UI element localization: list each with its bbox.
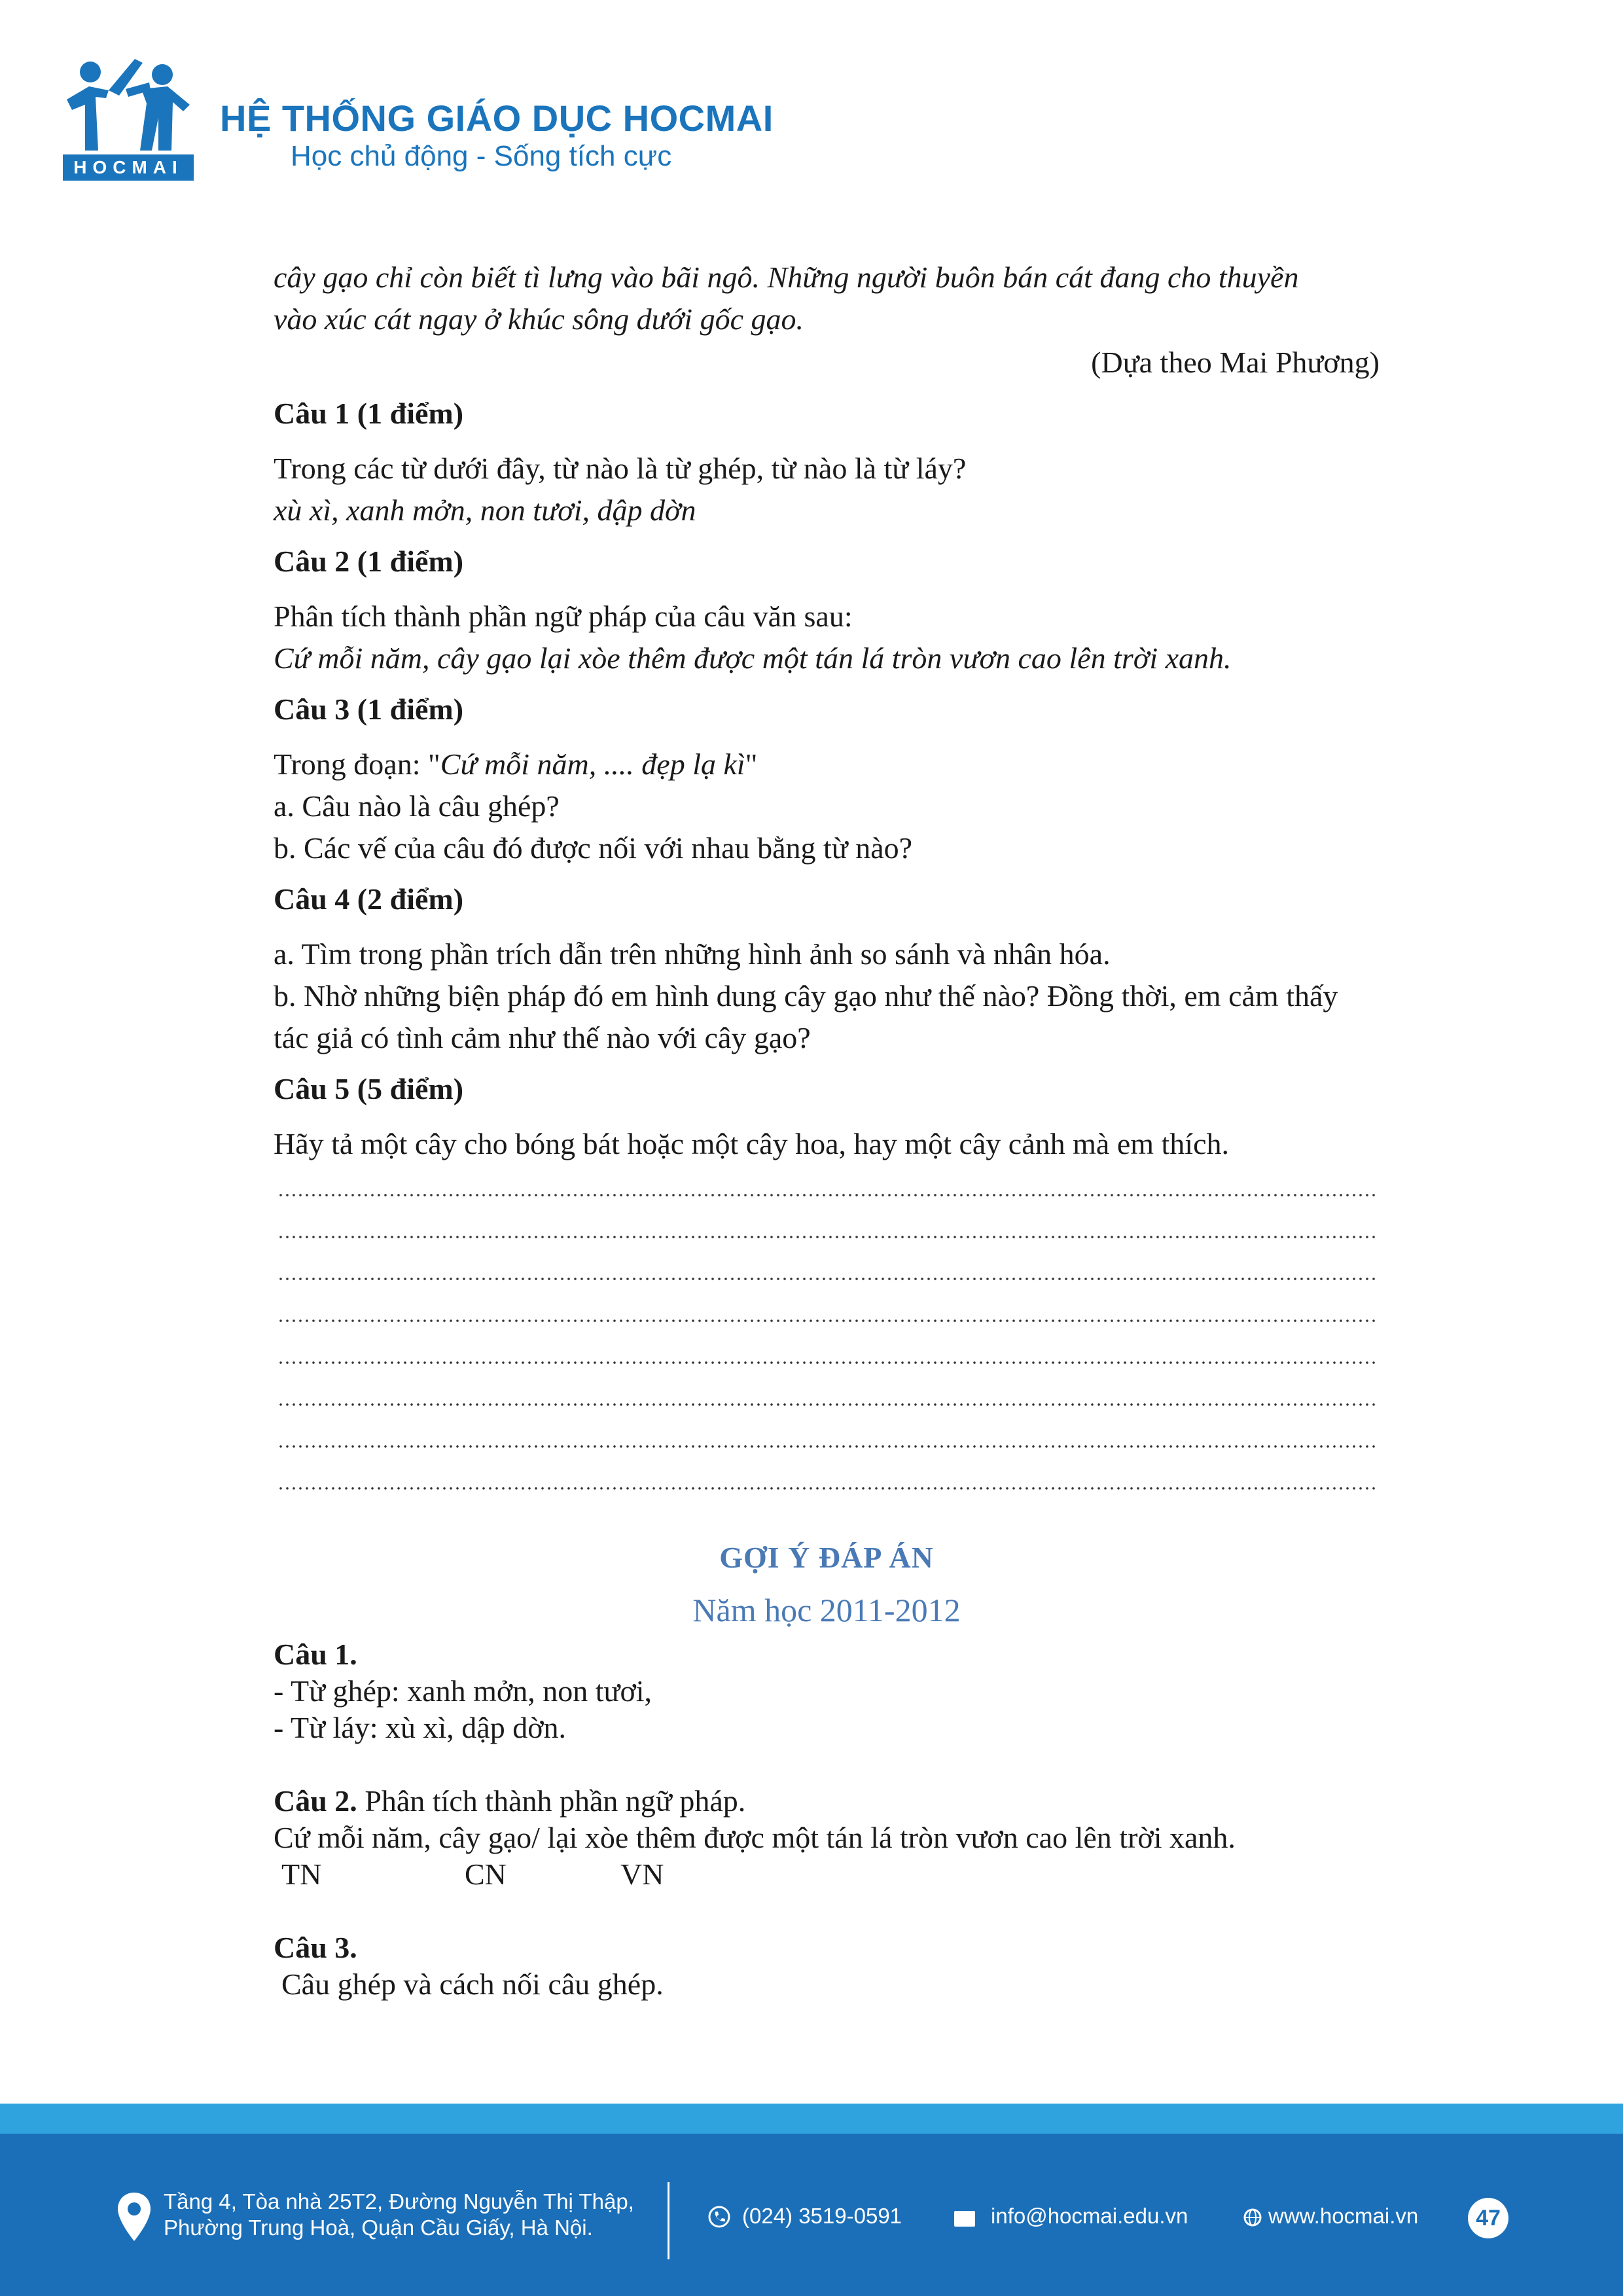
passage-source: (Dựa theo Mai Phương) (1091, 346, 1380, 379)
passage-line: vào xúc cát ngay ở khúc sông dưới gốc gạo. (274, 302, 804, 336)
reading-passage (274, 257, 1380, 384)
label-vn: VN (620, 1857, 664, 1891)
answers-title: GỢI Ý ĐÁP ÁN (719, 1541, 934, 1574)
quote-text: Cứ mỗi năm, .... đẹp lạ kì (440, 747, 745, 781)
dotted-line (274, 1374, 1380, 1416)
question-5-text: Hãy tả một cây cho bóng bát hoặc một cây hoa, hay một cây cảnh mà em thích. (274, 1127, 1230, 1160)
logo-wordmark: HOCMAI (63, 154, 194, 181)
dotted-line (274, 1165, 1380, 1207)
answer-3-label: Câu 3. (274, 1931, 357, 1964)
question-2-sentence: Cứ mỗi năm, cây gạo lại xòe thêm được một tán lá tròn vươn cao lên trời xanh. (274, 641, 1232, 675)
answer-2-text: Phân tích thành phần ngữ pháp. (365, 1784, 746, 1818)
footer-phone[interactable]: (024) 3519-0591 (742, 2204, 902, 2228)
question-3-title: Câu 3 (1 điểm) (274, 692, 464, 726)
question-2-text: Phân tích thành phần ngữ pháp của câu văn sau: (274, 600, 853, 633)
footer-website[interactable]: www.hocmai.vn (1268, 2204, 1419, 2228)
quote-prefix: Trong đoạn: " (274, 747, 440, 781)
answer-1-reduplicative: - Từ láy: xù xì, dập dờn. (274, 1711, 567, 1744)
hocmai-logo (63, 52, 194, 181)
email-icon (954, 2211, 975, 2227)
answer-writing-area[interactable] (274, 1165, 1380, 1500)
question-4-title: Câu 4 (2 điểm) (274, 882, 464, 916)
phone-icon (708, 2206, 730, 2228)
page-number-badge: 47 (1468, 2198, 1508, 2238)
dotted-line (274, 1207, 1380, 1249)
question-2-title: Câu 2 (1 điểm) (274, 545, 464, 578)
brand-title: HỆ THỐNG GIÁO DỤC HOCMAI (220, 98, 774, 139)
question-1-title: Câu 1 (1 điểm) (274, 397, 464, 430)
label-tn: TN (281, 1857, 322, 1891)
globe-icon (1243, 2208, 1262, 2227)
answer-2-components (274, 1856, 1380, 1893)
question-3-intro (274, 744, 1380, 785)
page-footer (0, 2134, 1623, 2296)
dotted-line (274, 1416, 1380, 1458)
question-4-part-b: b. Nhờ những biện pháp đó em hình dung cây gạo như thế nào? Đồng thời, em cảm thấy (274, 979, 1338, 1013)
footer-email[interactable]: info@hocmai.edu.vn (991, 2204, 1188, 2228)
answer-3-text: Câu ghép và cách nối câu ghép. (281, 1967, 664, 2001)
question-1-words: xù xì, xanh mởn, non tươi, dập dờn (274, 493, 696, 527)
answers-year: Năm học 2011-2012 (692, 1592, 961, 1628)
question-3-part-a: a. Câu nào là câu ghép? (274, 789, 560, 823)
quote-suffix: " (745, 747, 758, 781)
dotted-line (274, 1249, 1380, 1291)
address-line-1: Tầng 4, Tòa nhà 25T2, Đường Nguyễn Thị Thập, (164, 2189, 634, 2214)
answer-2-sentence: Cứ mỗi năm, cây gạo/ lại xòe thêm được một tán lá tròn vươn cao lên trời xanh. (274, 1821, 1236, 1854)
footer-accent-strip (0, 2104, 1623, 2134)
question-4-part-b-cont: tác giả có tình cảm như thế nào với cây gạo? (274, 1021, 811, 1054)
document-body (274, 257, 1380, 2003)
answer-2-heading (274, 1783, 1380, 1820)
passage-line: cây gạo chỉ còn biết tì lưng vào bãi ngô. Những người buôn bán cát đang cho thuyền (274, 260, 1299, 294)
answer-2-label: Câu 2. (274, 1784, 357, 1818)
dotted-line (274, 1291, 1380, 1333)
dotted-line (274, 1458, 1380, 1500)
dotted-line (274, 1333, 1380, 1374)
address-line-2: Phường Trung Hoà, Quận Cầu Giấy, Hà Nội. (164, 2215, 593, 2240)
page-header (63, 52, 914, 183)
logo-figures-icon (63, 52, 194, 154)
answer-1-compound: - Từ ghép: xanh mởn, non tươi, (274, 1674, 652, 1708)
answer-1-label: Câu 1. (274, 1638, 357, 1671)
brand-slogan: Học chủ động - Sống tích cực (291, 140, 672, 172)
footer-address (164, 2189, 634, 2241)
label-cn: CN (465, 1857, 507, 1891)
question-5-title: Câu 5 (5 điểm) (274, 1072, 464, 1105)
question-1-text: Trong các từ dưới đây, từ nào là từ ghép, từ nào là từ láy? (274, 452, 967, 485)
question-3-part-b: b. Các vế của câu đó được nối với nhau bằng từ nào? (274, 831, 913, 865)
question-4-part-a: a. Tìm trong phần trích dẫn trên những hình ảnh so sánh và nhân hóa. (274, 937, 1111, 971)
footer-divider (668, 2182, 669, 2259)
location-pin-icon (116, 2191, 152, 2242)
